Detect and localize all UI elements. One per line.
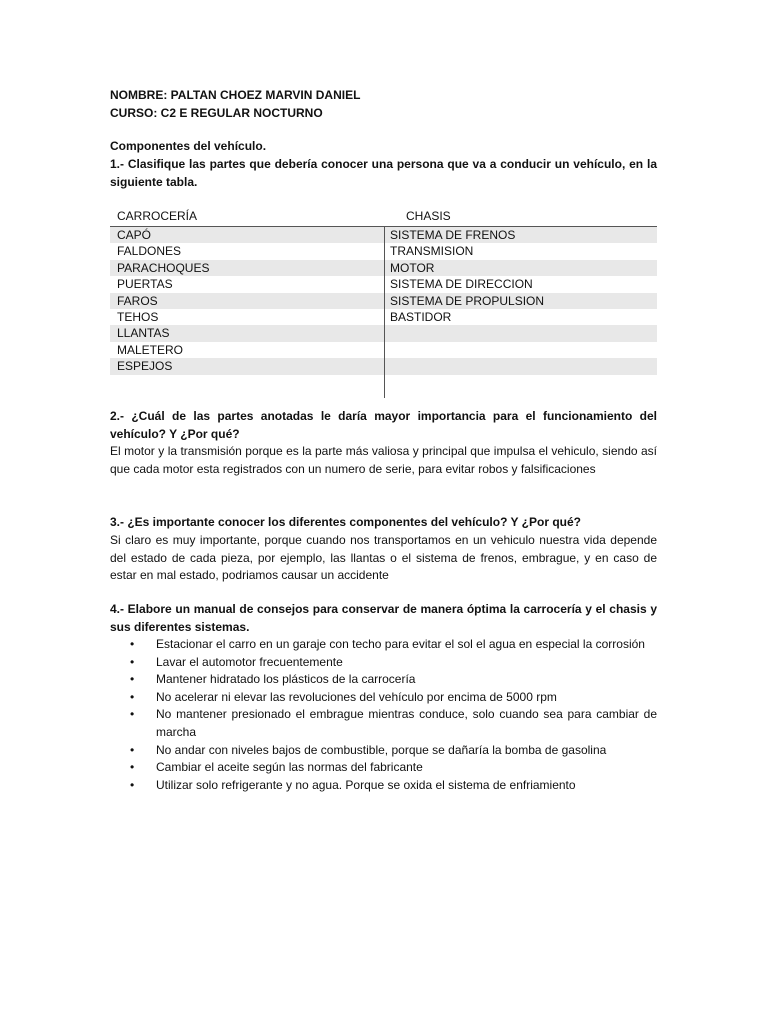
cell-carroceria: TEHOS: [117, 309, 159, 324]
cell-chasis: SISTEMA DE DIRECCION: [390, 277, 533, 292]
bullet-icon: •: [130, 637, 135, 651]
question-2: 2.- ¿Cuál de las partes anotadas le daría mayor importancia para el funcionamiento del vehículo? Y ¿Por qué?: [110, 409, 657, 441]
student-course: CURSO: C2 E REGULAR NOCTURNO: [110, 105, 323, 120]
list-item: • Lavar el automotor frecuentemente: [110, 654, 657, 672]
list-item: • Mantener hidratado los plásticos de la carrocería: [110, 671, 657, 689]
cell-chasis: SISTEMA DE FRENOS: [390, 228, 516, 242]
table-header: [110, 208, 657, 227]
cell-chasis: TRANSMISION: [390, 244, 474, 259]
cell-chasis: MOTOR: [390, 260, 435, 275]
question-1: 1.- Clasifique las partes que debería conocer una persona que va a conducir un vehículo, en la siguiente tabla.: [110, 157, 657, 189]
bullet-icon: •: [130, 742, 135, 757]
cell-carroceria: FALDONES: [117, 244, 182, 259]
question-4: 4.- Elabore un manual de consejos para conservar de manera óptima la carrocería y el chasis y sus diferentes sistemas.: [110, 602, 657, 634]
list-item: • No acelerar ni elevar las revoluciones del vehículo por encima de 5000 rpm: [110, 689, 657, 707]
tips-list: [110, 636, 657, 794]
cell-carroceria: MALETERO: [117, 342, 184, 357]
bullet-icon: •: [130, 760, 135, 775]
list-item: • No andar con niveles bajos de combustible, porque se dañaría la bomba de gasolina: [110, 742, 657, 760]
bullet-icon: •: [130, 654, 135, 669]
cell-carroceria: PUERTAS: [117, 277, 173, 292]
bullet-icon: •: [130, 689, 135, 704]
cell-carroceria: CAPÓ: [117, 228, 152, 242]
cell-carroceria: FAROS: [117, 293, 158, 308]
column-divider: [384, 227, 385, 398]
cell-carroceria: PARACHOQUES: [117, 260, 210, 275]
student-header: [110, 87, 657, 122]
header-carroceria: CARROCERÍA: [117, 209, 198, 223]
bullet-icon: •: [130, 707, 135, 722]
components-table: [110, 208, 657, 375]
list-item: • No mantener presionado el embrague mientras conduce, solo cuando sea para cambiar de marcha: [130, 707, 657, 739]
section-title: Componentes del vehículo.: [110, 139, 267, 153]
answer-2: El motor y la transmisión porque es la parte más valiosa y principal que impulsa el vehiculo, siendo así que cada motor esta registrados con un numero de serie, para evitar robos y falsificaciones: [110, 444, 657, 476]
student-name: NOMBRE: PALTAN CHOEZ MARVIN DANIEL: [110, 88, 361, 102]
bullet-icon: •: [130, 672, 135, 687]
list-item: • Estacionar el carro en un garaje con techo para evitar el sol el agua en especial la corrosión: [110, 636, 657, 654]
cell-carroceria: ESPEJOS: [117, 359, 173, 374]
cell-chasis: BASTIDOR: [390, 309, 452, 324]
cell-chasis: SISTEMA DE PROPULSION: [390, 293, 545, 308]
list-item: • Cambiar el aceite según las normas del fabricante: [110, 759, 657, 777]
answer-3: Si claro es muy importante, porque cuando nos transportamos en un vehiculo nuestra vida depende del estado de cada pieza, por ejemplo, las llantas o el sistema de frenos, embrague, y en caso de estar en mal estado, podriamos causar un accidente: [110, 533, 657, 582]
question-3: 3.- ¿Es importante conocer los diferentes componentes del vehículo? Y ¿Por qué?: [110, 515, 581, 529]
cell-carroceria: LLANTAS: [117, 326, 170, 341]
bullet-icon: •: [130, 777, 135, 792]
list-item: • Utilizar solo refrigerante y no agua. Porque se oxida el sistema de enfriamiento: [110, 777, 657, 795]
header-chasis: CHASIS: [406, 209, 451, 223]
